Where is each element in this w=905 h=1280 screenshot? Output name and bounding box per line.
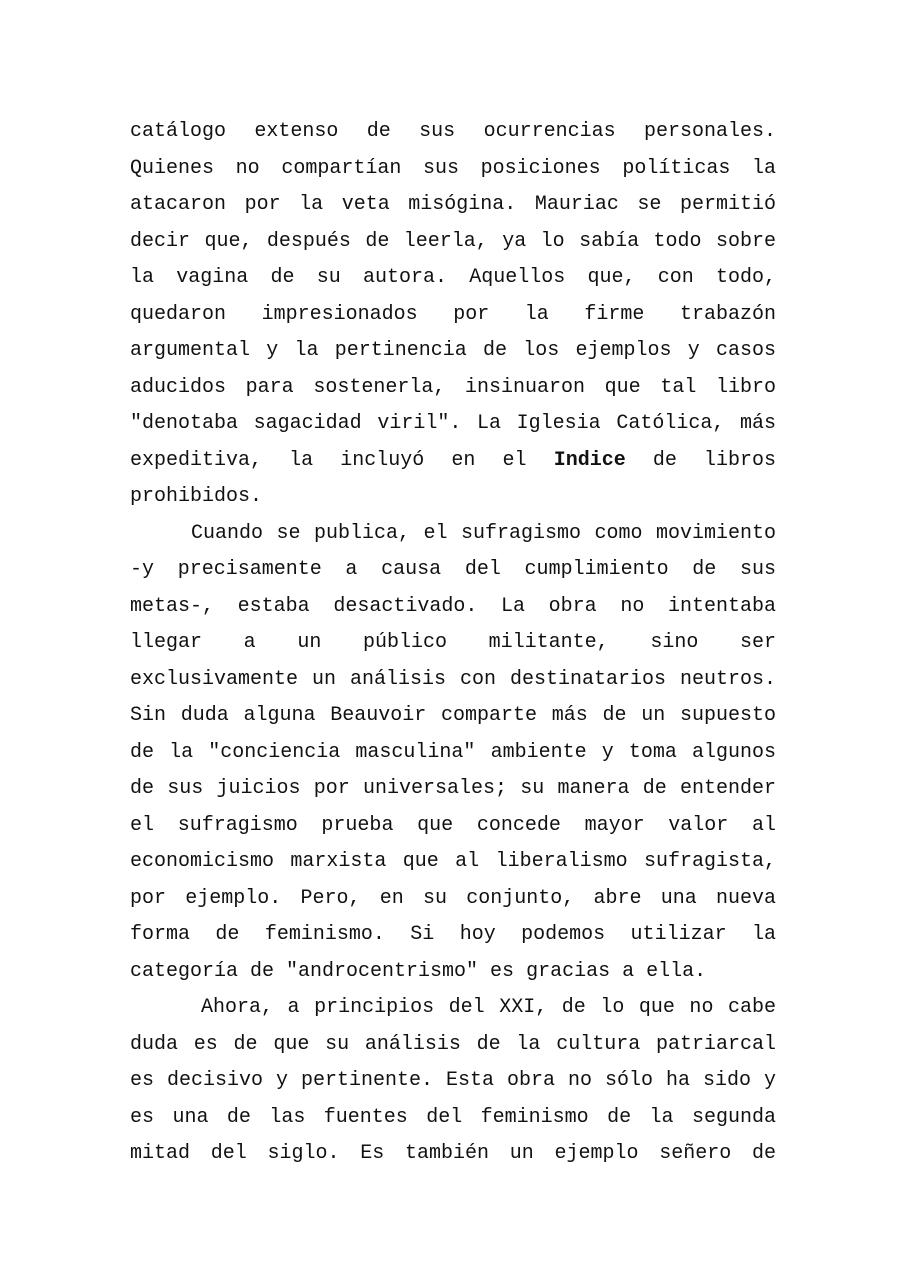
body-text	[130, 114, 776, 1173]
paragraph-3: Ahora, a principios del XXI, de lo que no cabe duda es de que su análisis de la cultura patriarcal es decisivo y pertinente. Esta obra no sólo ha sido y es una de las fuentes del feminismo de la segunda mitad del siglo. Es también un ejemplo señero de	[130, 996, 776, 1165]
paragraph-1	[130, 114, 776, 516]
index-term: Indice	[553, 448, 626, 472]
paragraph-1-end: de libros prohibidos.	[130, 448, 776, 508]
paragraph-1-text: catálogo extenso de sus ocurrencias personales. Quienes no compartían sus posiciones políticas la atacaron por la veta misógina. Mauriac se permitió decir que, después de leerla, ya lo sabía todo sobre la vagina de su autora. Aquellos que, con todo, quedaron impresionados por la firme trabazón argumental y la pertinencia de los ejemplos y casos aducidos para sostenerla, insinuaron que tal libro "denotaba sagacidad viril". La Iglesia Católica, más expeditiva, la incluyó en el	[130, 120, 776, 472]
paragraph-2: Cuando se publica, el sufragismo como movimiento -y precisamente a causa del cumplimiento de sus metas-, estaba desactivado. La obra no intentaba llegar a un público militante, sino ser exclusivamente un análisis con destinatarios neutros. Sin duda alguna Beauvoir comparte más de un supuesto de la "conciencia masculina" ambiente y toma algunos de sus juicios por universales; su manera de entender el sufragismo prueba que concede mayor valor al economicismo marxista que al liberalismo sufragista, por ejemplo. Pero, en su conjunto, abre una nueva forma de feminismo. Si hoy podemos utilizar la categoría de "androcentrismo" es gracias a ella.	[130, 521, 776, 983]
